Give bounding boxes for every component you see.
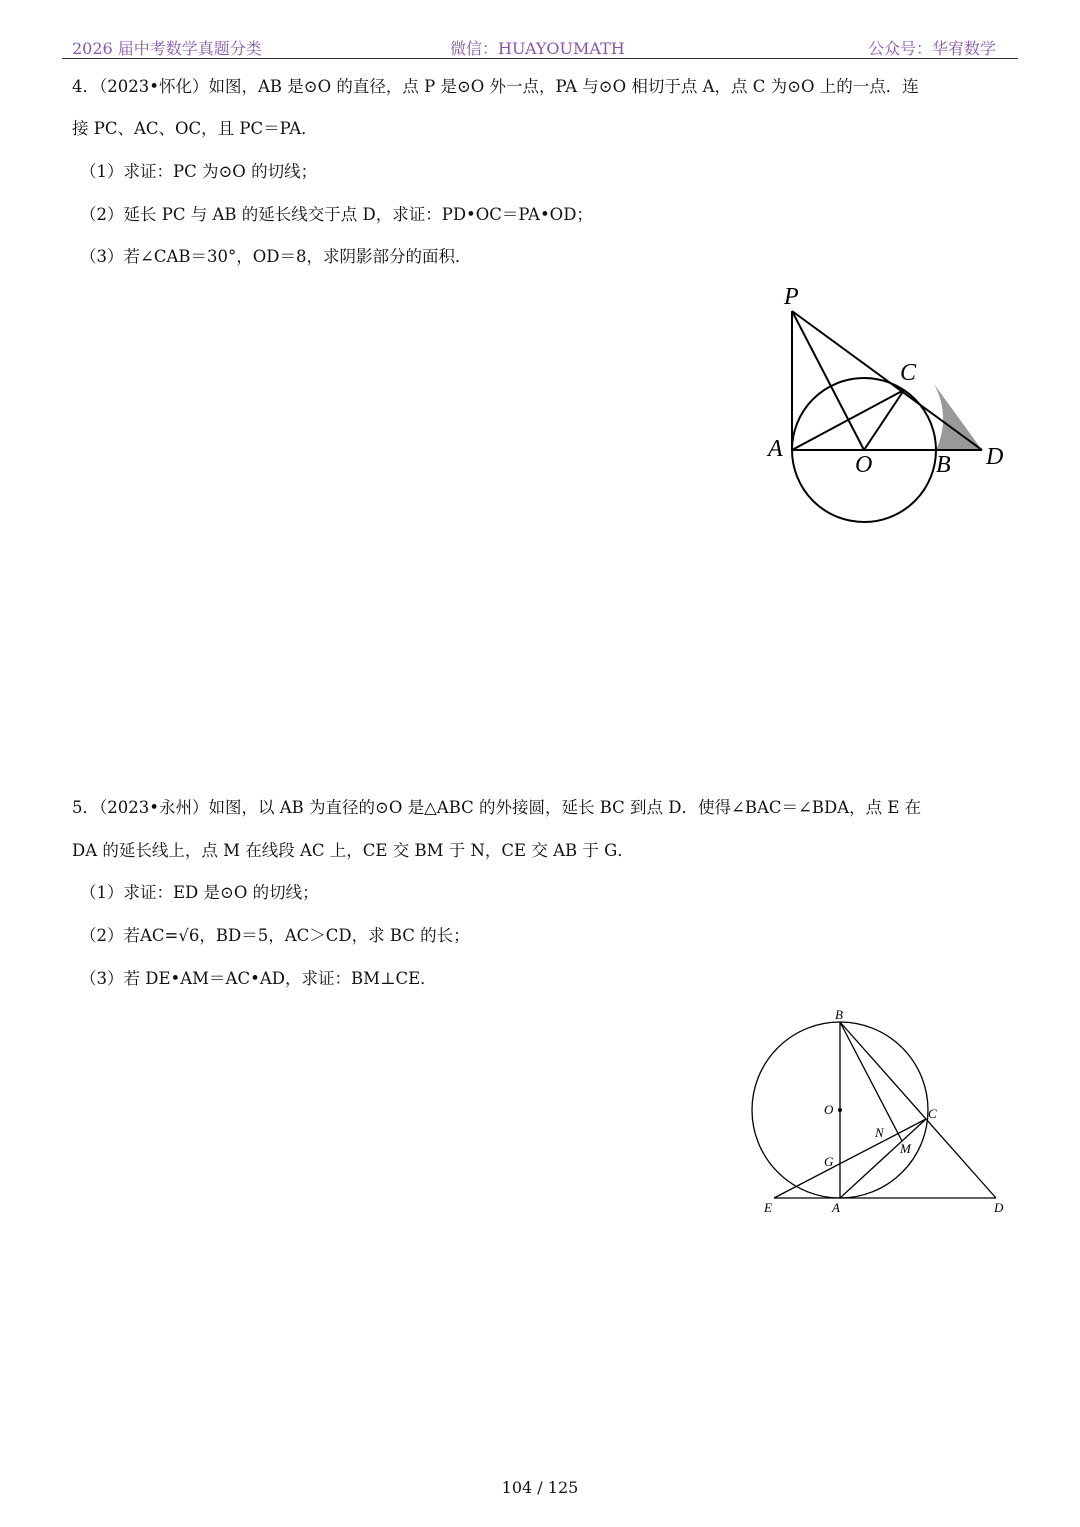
problem5-stem-line1: 5．（2023•永州）如图，以 AB 为直径的⊙O 是△ABC 的外接圆，延长 BC 到点 D．使得∠BAC＝∠BDA，点 E 在 xyxy=(72,798,922,817)
label-b: B xyxy=(835,1007,843,1022)
problem4-figure xyxy=(760,280,1020,530)
label-o: O xyxy=(824,1102,834,1117)
segment-po xyxy=(792,311,864,450)
page-header xyxy=(62,36,1018,59)
problem4-stem-line2: 接 PC、AC、OC，且 PC＝PA． xyxy=(72,119,318,138)
label-a: A xyxy=(832,1200,840,1215)
label-e: E xyxy=(764,1200,772,1215)
segment-oc xyxy=(864,390,904,450)
problem5-question1: （1）求证：ED 是⊙O 的切线； xyxy=(80,883,319,902)
label-d: D xyxy=(986,444,1004,470)
label-n: N xyxy=(875,1125,884,1140)
problem4-question2: （2）延长 PC 与 AB 的延长线交于点 D，求证：PD•OC＝PA•OD； xyxy=(80,205,593,224)
problem5-stem-line2: DA 的延长线上，点 M 在线段 AC 上，CE 交 BM 于 N，CE 交 AB 于 G． xyxy=(72,841,634,860)
header-wechat: 微信：HUAYOUMATH xyxy=(450,39,625,58)
problem4-question1: （1）求证：PC 为⊙O 的切线； xyxy=(80,162,318,181)
segment-ac xyxy=(792,390,904,450)
header-official-account: 公众号：华宥数学 xyxy=(867,39,996,58)
line-pd xyxy=(792,311,982,450)
line-bd xyxy=(840,1022,996,1198)
problem4-stem-line1: 4．（2023•怀化）如图，AB 是⊙O 的直径，点 P 是⊙O 外一点，PA 与⊙O 相切于点 A，点 C 为⊙O 上的一点．连 xyxy=(72,77,919,96)
label-a: A xyxy=(768,436,783,462)
shaded-region xyxy=(934,384,982,450)
page-number: 104 / 125 xyxy=(501,1478,579,1497)
problem5-question2: （2）若AC=√6，BD＝5，AC＞CD，求 BC 的长； xyxy=(80,926,470,945)
label-g: G xyxy=(824,1154,834,1169)
problem5-figure xyxy=(750,1000,1020,1225)
header-book-title: 2026 届中考数学真题分类 xyxy=(72,39,262,58)
center-point-o xyxy=(838,1108,842,1112)
problem5-question3: （3）若 DE•AM＝AC•AD，求证：BM⊥CE． xyxy=(80,969,437,988)
label-o: O xyxy=(855,452,873,478)
label-p: P xyxy=(784,284,799,310)
label-d: D xyxy=(994,1200,1004,1215)
problem4-question3: （3）若∠CAB＝30°，OD＝8，求阴影部分的面积． xyxy=(80,247,472,266)
label-m: M xyxy=(900,1141,911,1156)
label-c: C xyxy=(900,360,917,386)
label-b: B xyxy=(936,452,951,478)
segment-ec xyxy=(774,1119,926,1198)
label-c: C xyxy=(928,1106,937,1121)
